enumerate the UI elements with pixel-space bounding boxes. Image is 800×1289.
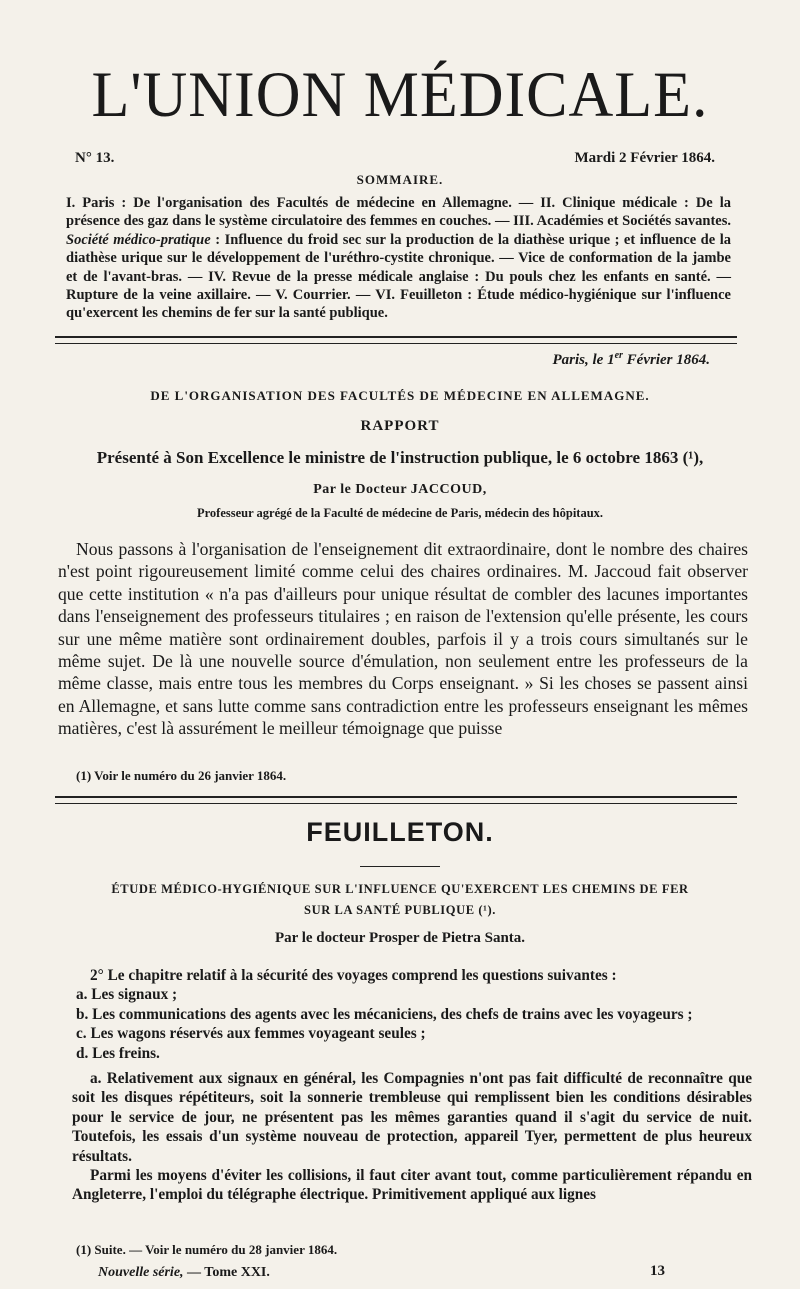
author-role: Professeur agrégé de la Faculté de médecine de Paris, médecin des hôpitaux. [196,506,604,520]
dateline-place: Paris, le 1 [552,352,615,368]
issue-date: Mardi 2 Février 1864. [574,150,715,166]
list-item: a. Les signaux ; [76,986,178,1004]
list-item: b. Les communications des agents avec les mécaniciens, des chefs de trains avec les voyageurs ; [76,1005,693,1023]
sommaire-heading: SOMMAIRE. [356,172,444,187]
series-name: Nouvelle série, [98,1265,184,1280]
feuilleton-subtitle-1: ÉTUDE MÉDICO-HYGIÉNIQUE SUR L'INFLUENCE QU'EXERCENT LES CHEMINS DE FER [111,882,689,896]
page-number: 13 [650,1263,665,1279]
article-paragraph: Nous passons à l'organisation de l'enseignement dit extraordinaire, dont le nombre des chaires n'est point rigoureusement limité comme celui des chaires ordinaires. M. Jaccoud fait observer que cette institution « n'a pas d'ailleurs pour unique résultat de combler des lacunes importantes dans l'enseignement des professeurs titulaires ; en raison de l'extension qu'elle présente, les cours sur une même matière sont ordinairement doubles, parfois il y a trois cours simultanés sur le même sujet. De là une nouvelle source d'émulation, non seulement entre les professeurs de la même classe, mais entre tous les membres du Corps enseignant. » Si les choses se passent ainsi en Allemagne, et sans lutte comme sans contradiction entre les professeurs enseignant les mêmes matières, c'est là assurément le meilleur témoignage que puisse [58,539,748,739]
section-divider [55,336,737,344]
article-title: DE L'ORGANISATION DES FACULTÉS DE MÉDECINE EN ALLEMAGNE. [150,388,650,403]
dateline-sup: er [614,350,623,361]
article-body [58,538,748,740]
article-dateline [500,350,710,369]
list-item: d. Les freins. [76,1044,160,1062]
feuilleton-underline [360,866,440,867]
feuilleton-title: FEUILLETON. [306,817,494,847]
series-line [98,1265,270,1281]
article-footnote: (1) Voir le numéro du 26 janvier 1864. [76,768,287,783]
sommaire-part-1: I. Paris : De l'organisation des Facultés de médecine en Allemagne. — II. Clinique médicale : De la présence des gaz dans le système circulatoire des femmes en couches. — III. Académies et Sociétés savantes. [66,195,731,230]
feuilleton-body [72,966,752,1205]
feuilleton-intro: 2° Le chapitre relatif à la sécurité des voyages comprend les questions suivantes : [90,967,617,984]
feuilleton-divider [55,796,737,804]
rapport-heading: RAPPORT [360,418,440,434]
article-author: Par le Docteur JACCOUD, [313,482,487,497]
list-item: c. Les wagons réservés aux femmes voyageant seules ; [76,1025,426,1043]
presentation-line: Présenté à Son Excellence le ministre de l'instruction publique, le 6 octobre 1863 (¹), [96,448,704,467]
sommaire-part-3: : Influence du froid sec sur la production de la diathèse urique ; et influence de la diathèse urique sur le développement de l'uréthro-cystite chronique. — Vice de conformation de la jambe et de l'avant-bras. — IV. Revue de la presse médicale anglaise : Du pouls chez les enfants en santé. — Rupture de la veine axillaire. — V. Courrier. — VI. Feuilleton : Étude médico-hygiénique sur l'influence qu'exercent les chemins de fer sur la santé publique. [66,231,731,322]
masthead-title: L'UNION MÉDICALE. [91,59,709,131]
dateline-rest: Février 1864. [622,352,710,368]
issue-line [75,150,715,167]
feuilleton-paragraph-a: a. Relativement aux signaux en général, les Compagnies n'ont pas fait difficulté de reconnaître que soit les disques répétiteurs, soit la sonnerie trembleuse qui remplissent bien les conditions désirables pour le service de jour, ne présentent pas les mêmes garanties quand il s'agit du service de nuit. Toutefois, les essais d'un système nouveau de protection, appareil Tyer, permettent de plus heureux résultats. [72,1070,752,1165]
sommaire-part-2: Société médico-pratique [66,231,211,248]
tome-number: — Tome XXI. [183,1265,270,1280]
feuilleton-subtitle-2: SUR LA SANTÉ PUBLIQUE (¹). [304,903,496,917]
feuilleton-author: Par le docteur Prosper de Pietra Santa. [274,930,526,946]
feuilleton-footnote: (1) Suite. — Voir le numéro du 28 janvier 1864. [76,1242,338,1257]
sommaire-text [66,194,731,323]
feuilleton-paragraph-b: Parmi les moyens d'éviter les collisions, il faut citer avant tout, comme particulièrement répandu en Angleterre, l'emploi du télégraphe électrique. Primitivement appliqué aux lignes [72,1167,752,1204]
issue-number: N° 13. [75,150,115,166]
